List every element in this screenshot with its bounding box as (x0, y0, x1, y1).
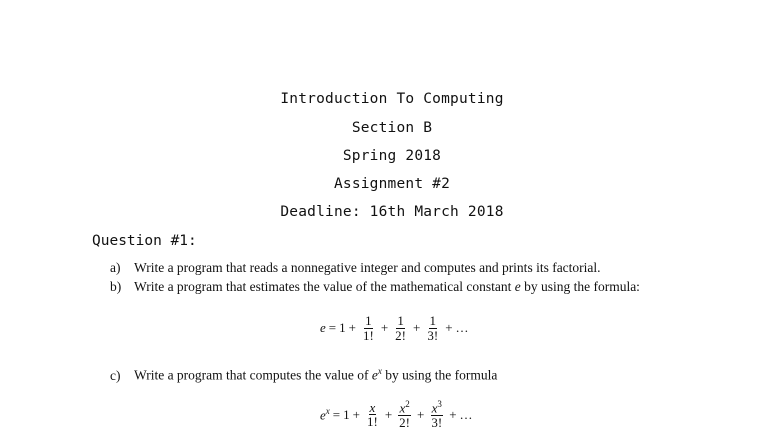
constant-symbol: e (514, 279, 521, 294)
formula-e (320, 314, 469, 342)
formula-one: 1 (339, 320, 346, 336)
item-text-end: by using the formula (385, 367, 498, 383)
question-item-c (110, 366, 497, 384)
formula-ex (320, 400, 473, 430)
formula-lhs: e (320, 320, 326, 336)
term-label: Spring 2018 (342, 148, 442, 164)
exponent-symbol: x (377, 366, 382, 376)
constant-symbol: e (371, 367, 378, 383)
item-text-end: by using the formula: (524, 279, 640, 294)
deadline-label: Deadline: 16th March 2018 (280, 204, 504, 220)
item-text: Write a program that computes the value of (134, 367, 369, 383)
plus-sign: + (445, 320, 453, 336)
plus-sign: + (348, 320, 356, 336)
course-title: Introduction To Computing (280, 91, 504, 107)
formula-one: 1 (343, 406, 350, 422)
ellipsis: … (455, 320, 469, 336)
fraction-term: $\frac{x^2}{2!}$ (399, 399, 410, 430)
plus-sign: + (380, 320, 389, 336)
plus-sign: + (417, 406, 425, 422)
plus-sign: + (413, 320, 421, 336)
item-text: Write a program that estimates the value of the mathematical constant (134, 279, 512, 294)
plus-sign: + (352, 406, 360, 422)
assignment-title: Assignment #2 (333, 176, 451, 192)
fraction-term: $\frac{1}{2!}$ (395, 313, 406, 343)
item-label: b) (110, 279, 122, 294)
item-text: Write a program that reads a nonnegative integer and computes and prints its factorial. (134, 260, 601, 275)
item-label: a) (110, 260, 121, 275)
plus-sign: + (384, 406, 393, 422)
formula-lhs: $e^x$ (320, 406, 330, 423)
fraction-term: $\frac{1}{3!}$ (427, 313, 439, 343)
question-title: Question #1: (92, 233, 197, 249)
section-label: Section B (351, 120, 433, 136)
question-item-b (110, 279, 640, 295)
equals-sign: = (328, 320, 337, 336)
fraction-term: $\frac{x^3}{3!}$ (431, 399, 443, 430)
equals-sign: = (332, 406, 341, 422)
fraction-term: $\frac{1}{1!}$ (362, 313, 374, 343)
plus-sign: + (449, 406, 457, 422)
ellipsis: … (459, 406, 473, 422)
question-item-a (110, 260, 601, 276)
fraction-term: $\frac{x}{1!}$ (366, 399, 378, 430)
item-label: c) (110, 367, 121, 383)
